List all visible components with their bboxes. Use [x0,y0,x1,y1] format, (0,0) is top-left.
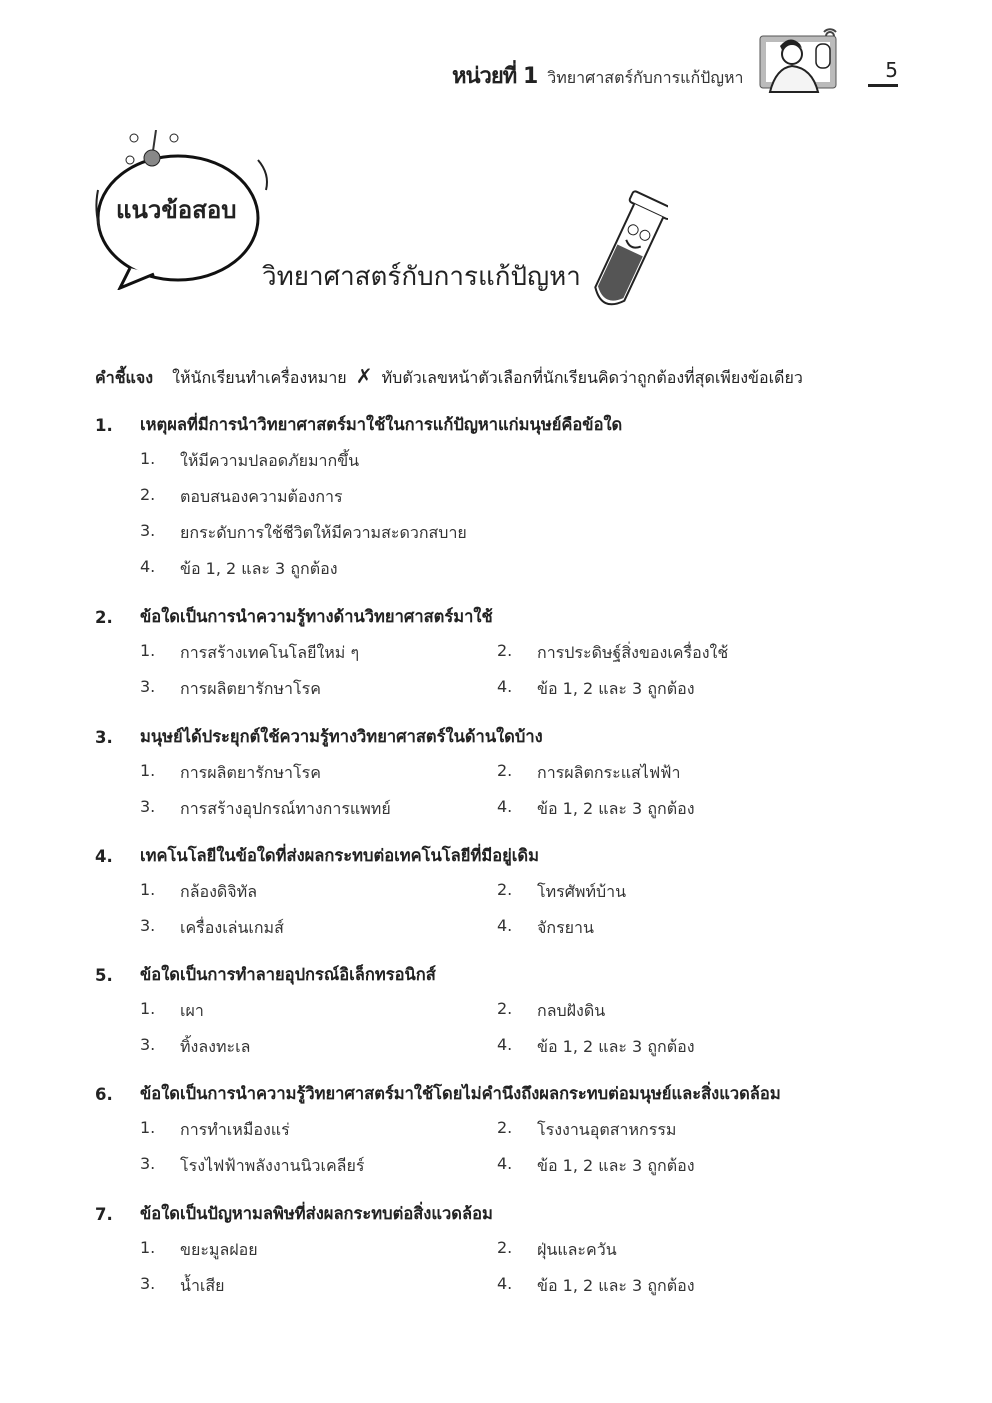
question-number: 5. [95,965,113,985]
option-text: ยกระดับการใช้ชีวิตให้มีความสะดวกสบาย [180,522,467,542]
option-number: 3. [140,915,156,935]
option-text: กลบฝังดิน [537,1000,606,1020]
answer-option[interactable] [497,641,854,666]
option-number: 4. [497,1153,513,1173]
option-number: 1. [140,448,156,468]
option-text: ให้มีความปลอดภัยมากขึ้น [180,450,360,470]
question-text: มนุษย์ได้ประยุกต์ใช้ความรู้ทางวิทยาศาสตร์ในด้านใดบ้าง [140,727,543,746]
answer-option[interactable] [497,916,854,941]
option-number: 2. [140,484,156,504]
option-text: ข้อ 1, 2 และ 3 ถูกต้อง [537,798,695,818]
banner-title: แนวข้อสอบ [116,196,237,224]
option-text: การสร้างเทคโนโลยีใหม่ ๆ [180,642,360,662]
answer-option[interactable] [140,677,497,702]
question-6 [95,1076,895,1184]
option-text: โทรศัพท์บ้าน [537,881,627,901]
option-number: 3. [140,1034,156,1054]
question-3 [95,719,895,827]
question-number: 6. [95,1084,113,1104]
option-text: เผา [180,1000,204,1020]
answer-option[interactable] [140,761,497,786]
question-2 [95,599,895,707]
option-text: ทิ้งลงทะเล [180,1036,251,1056]
test-tube-character-icon [588,190,668,320]
option-text: การทำเหมืองแร่ [180,1119,290,1139]
option-number: 1. [140,760,156,780]
option-text: เครื่องเล่นเกมส์ [180,917,284,937]
option-number: 1. [140,1237,156,1257]
instructions-label: คำชี้แจง [95,368,154,387]
answer-option[interactable] [497,1238,854,1263]
question-number: 7. [95,1204,113,1224]
answer-option[interactable] [140,449,497,474]
option-number: 1. [140,640,156,660]
option-text: ข้อ 1, 2 และ 3 ถูกต้อง [537,678,695,698]
option-number: 2. [497,760,513,780]
instructions [95,364,803,391]
answer-option[interactable] [497,1274,854,1299]
option-text: ฝุ่นและควัน [537,1239,617,1259]
question-5 [95,957,895,1065]
answer-option[interactable] [497,1154,854,1179]
answer-option[interactable] [140,641,497,666]
option-number: 3. [140,796,156,816]
question-text: ข้อใดเป็นปัญหามลพิษที่ส่งผลกระทบต่อสิ่งแวดล้อม [140,1204,493,1223]
question-text: ข้อใดเป็นการนำความรู้ทางด้านวิทยาศาสตร์มาใช้ [140,607,493,626]
option-number: 4. [497,676,513,696]
question-1 [95,407,895,587]
option-text: การผลิตกระแสไฟฟ้า [537,762,681,782]
option-text: การผลิตยารักษาโรค [180,762,321,782]
running-header [452,58,743,93]
unit-label: หน่วยที่ 1 [452,64,538,89]
unit-title: วิทยาศาสตร์กับการแก้ปัญหา [547,68,744,87]
option-number: 3. [140,1273,156,1293]
option-number: 1. [140,1117,156,1137]
question-number: 2. [95,607,113,627]
option-number: 1. [140,998,156,1018]
answer-option[interactable] [140,1274,497,1299]
question-number: 4. [95,846,113,866]
answer-option[interactable] [140,880,497,905]
option-text: ข้อ 1, 2 และ 3 ถูกต้อง [537,1275,695,1295]
answer-option[interactable] [140,485,497,510]
option-text: จักรยาน [537,917,594,937]
question-4 [95,838,895,946]
option-number: 2. [497,879,513,899]
answer-option[interactable] [140,521,497,546]
question-text: ข้อใดเป็นการนำความรู้วิทยาศาสตร์มาใช้โดยไม่คำนึงถึงผลกระทบต่อมนุษย์และสิ่งแวดล้อม [140,1084,781,1103]
answer-option[interactable] [140,797,497,822]
student-phone-illustration-icon [756,24,842,98]
answer-option[interactable] [497,1035,854,1060]
instructions-text-before: ให้นักเรียนทำเครื่องหมาย [172,368,347,387]
option-number: 3. [140,1153,156,1173]
banner-subtitle: วิทยาศาสตร์กับการแก้ปัญหา [262,262,581,292]
option-number: 4. [497,1273,513,1293]
question-number: 1. [95,415,113,435]
answer-option[interactable] [140,557,497,582]
answer-option[interactable] [497,761,854,786]
option-number: 2. [497,640,513,660]
answer-option[interactable] [497,797,854,822]
option-text: ตอบสนองความต้องการ [180,486,343,506]
option-text: การผลิตยารักษาโรค [180,678,321,698]
option-text: กล้องดิจิทัล [180,881,258,901]
option-text: การประดิษฐ์สิ่งของเครื่องใช้ [537,642,729,662]
answer-option[interactable] [497,677,854,702]
answer-option[interactable] [140,1035,497,1060]
option-text: โรงงานอุตสาหกรรม [537,1119,677,1139]
option-text: ขยะมูลฝอย [180,1239,258,1259]
option-number: 3. [140,676,156,696]
option-text: ข้อ 1, 2 และ 3 ถูกต้อง [537,1155,695,1175]
option-number: 2. [497,1117,513,1137]
answer-option[interactable] [497,999,854,1024]
option-number: 4. [140,556,156,576]
option-text: ข้อ 1, 2 และ 3 ถูกต้อง [180,558,338,578]
x-mark-icon: ✗ [355,364,373,388]
option-text: น้ำเสีย [180,1275,225,1295]
question-text: เหตุผลที่มีการนำวิทยาศาสตร์มาใช้ในการแก้ปัญหาแก่มนุษย์คือข้อใด [140,415,623,434]
option-number: 4. [497,915,513,935]
option-text: โรงไฟฟ้าพลังงานนิวเคลียร์ [180,1155,365,1175]
answer-option[interactable] [497,1118,854,1143]
question-number: 3. [95,727,113,747]
question-7 [95,1196,895,1304]
answer-option[interactable] [140,1118,497,1143]
answer-option[interactable] [497,880,854,905]
option-text: การสร้างอุปกรณ์ทางการแพทย์ [180,798,391,818]
answer-option[interactable] [140,1238,497,1263]
answer-option[interactable] [140,999,497,1024]
option-number: 2. [497,1237,513,1257]
option-number: 4. [497,1034,513,1054]
question-text: เทคโนโลยีในข้อใดที่ส่งผลกระทบต่อเทคโนโลยีที่มีอยู่เดิม [140,846,540,865]
option-text: ข้อ 1, 2 และ 3 ถูกต้อง [537,1036,695,1056]
option-number: 3. [140,520,156,540]
instructions-text-after: ทับตัวเลขหน้าตัวเลือกที่นักเรียนคิดว่าถูกต้องที่สุดเพียงข้อเดียว [381,368,803,387]
question-text: ข้อใดเป็นการทำลายอุปกรณ์อิเล็กทรอนิกส์ [140,965,436,984]
answer-option[interactable] [140,1154,497,1179]
page-number: 5 [868,58,898,87]
option-number: 2. [497,998,513,1018]
option-number: 4. [497,796,513,816]
answer-option[interactable] [140,916,497,941]
option-number: 1. [140,879,156,899]
